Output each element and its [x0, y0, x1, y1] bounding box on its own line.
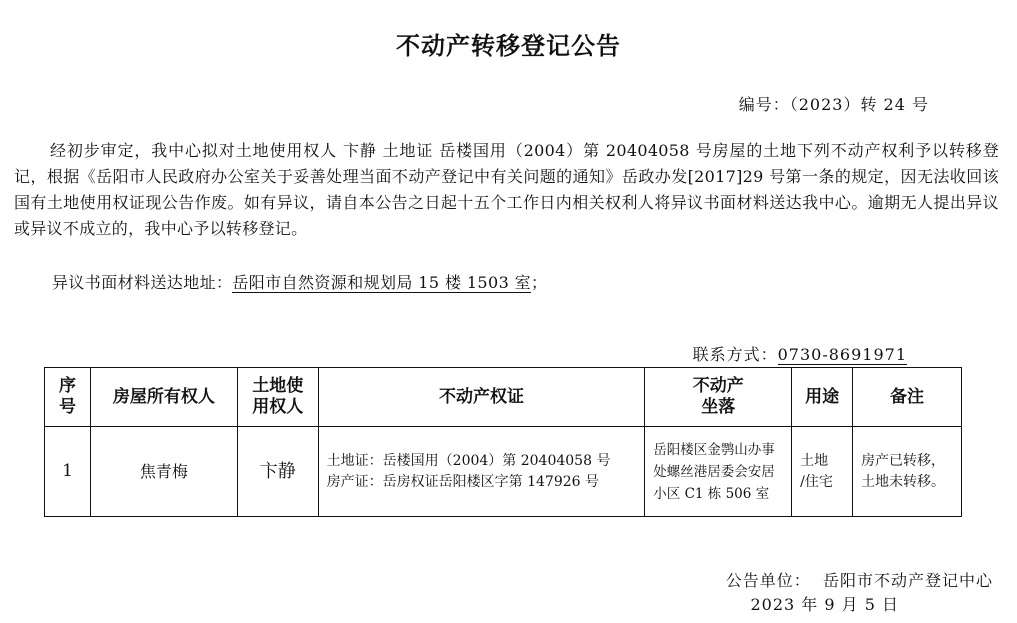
- document-number: 编号：（2023）转 24 号: [738, 95, 929, 114]
- issuer-org: 岳阳市不动产登记中心: [822, 571, 993, 590]
- table-row: [45, 427, 962, 517]
- objection-address-suffix: ；: [531, 273, 548, 292]
- issue-date: 2023 年 9 月 5 日: [750, 595, 899, 614]
- contact-phone: 0730-8691971: [777, 345, 907, 364]
- header-location: 不动产 坐落: [645, 368, 792, 427]
- cell-location: 岳阳楼区金鹗山办事 处螺丝港居委会安居 小区 C1 栋 506 室: [645, 427, 792, 517]
- header-owner: 房屋所有权人: [90, 368, 237, 427]
- contact-label: 联系方式：: [692, 345, 778, 364]
- issuer-line: [726, 568, 993, 591]
- notice-title: 不动产转移登记公告: [396, 32, 621, 60]
- header-land-user: 土地使 用权人: [237, 368, 318, 427]
- cell-right-cert: 土地证：岳楼国用（2004）第 20404058 号 房产证：岳房权证岳阳楼区字第 147926 号: [318, 427, 645, 517]
- property-table: [44, 367, 962, 517]
- objection-address-value: 岳阳市自然资源和规划局 15 楼 1503 室: [232, 273, 532, 292]
- header-remark: 备注: [853, 368, 962, 427]
- header-right-cert: 不动产权证: [318, 368, 645, 427]
- cell-remark: 房产已转移， 土地未转移。: [853, 427, 962, 517]
- header-seq: 序 号: [45, 368, 91, 427]
- header-usage: 用途: [792, 368, 853, 427]
- table-header-row: [45, 368, 962, 427]
- issuer-label: 公告单位：: [725, 571, 811, 590]
- contact-line: [693, 342, 907, 365]
- notice-body: 经初步审定，我中心拟对土地使用权人 卞静 土地证 岳楼国用（2004）第 20404058 号房屋的土地下列不动产权利予以转移登记，根据《岳阳市人民政府办公室关于妥善处理当面不动产登记中有关问题的通知》岳政办发[2017]29 号第一条的规定，因无法收回该国有土地使用权证现公告作废。如有异议，请自本公告之日起十五个工作日内相关权利人将异议书面材料送达我中心。逾期无人提出异议或异议不成立的，我中心予以转移登记。: [14, 141, 999, 238]
- cell-land-user: 卞静: [237, 427, 318, 517]
- objection-address-label: 异议书面材料送达地址：: [52, 273, 233, 292]
- objection-address-line: [52, 270, 547, 293]
- cell-owner: 焦青梅: [90, 427, 237, 517]
- cell-seq: 1: [45, 427, 91, 517]
- cell-usage: 土地 /住宅: [792, 427, 853, 517]
